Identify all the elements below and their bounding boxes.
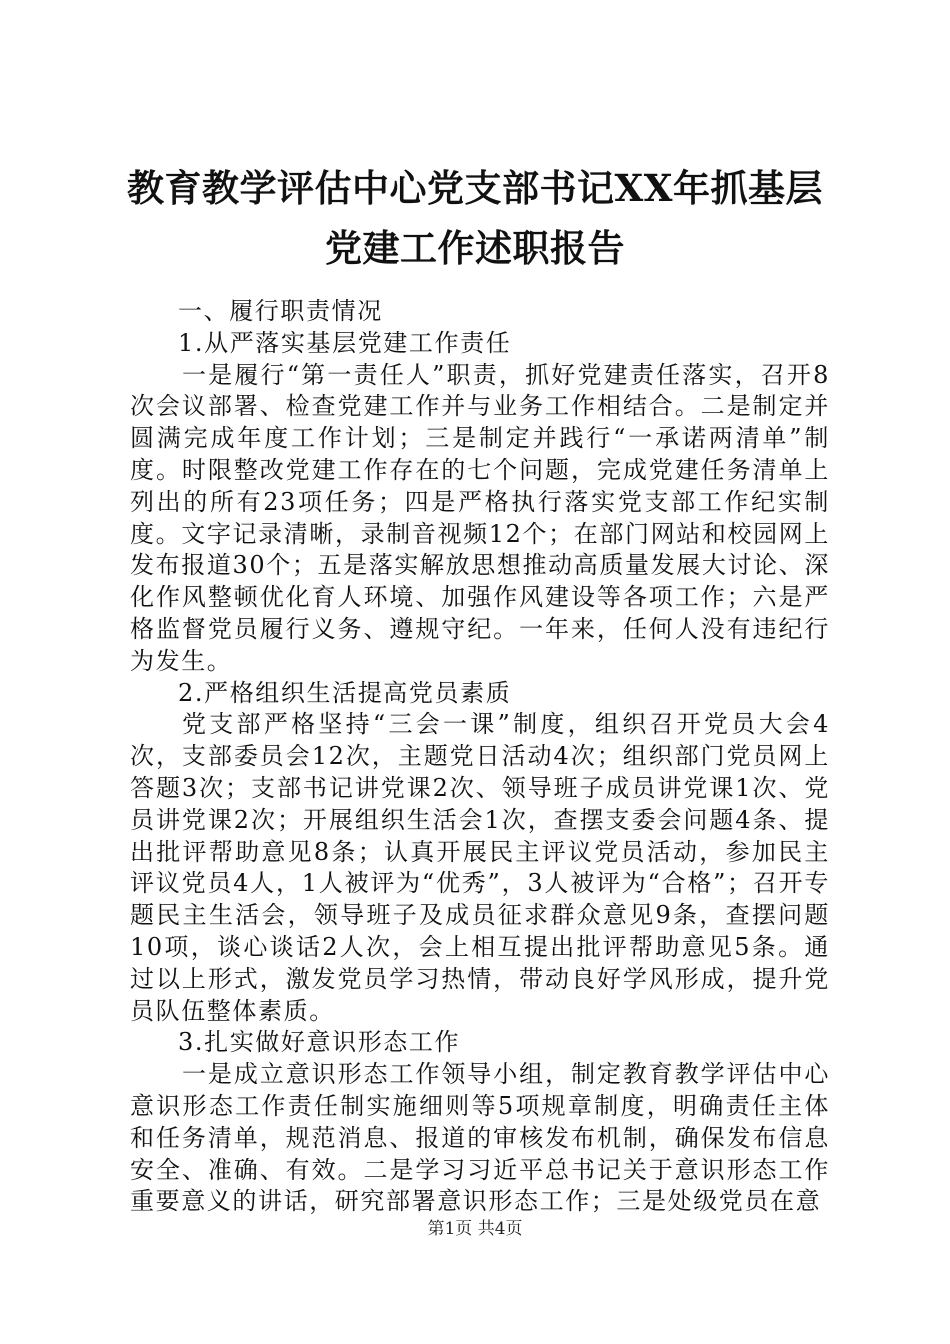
body-paragraph: 一是成立意识形态工作领导小组，制定教育教学评估中心意识形态工作责任制实施细则等5项规章制度，明确责任主体和任务清单，规范消息、报道的审核发布机制，确保发布信息安全、准确、有效。二是学习习近平总书记关于意识形态工作重要意义的讲话，研究部署意识形态工作；三是处级党员在意 <box>130 1060 830 1216</box>
document-body <box>130 296 830 1218</box>
body-paragraph: 一是履行“第一责任人”职责，抓好党建责任落实，召开8次会议部署、检查党建工作并与业务工作相结合。二是制定并圆满完成年度工作计划；三是制定并践行“一承诺两清单”制度。时限整改党建工作存在的七个问题，完成党建任务清单上列出的所有23项任务；四是严格执行落实党支部工作纪实制度。文字记录清晰，录制音视频12个；在部门网站和校园网上发布报道30个；五是落实解放思想推动高质量发展大讨论、深化作风整顿优化育人环境、加强作风建设等各项工作；六是严格监督党员履行义务、遵规守纪。一年来，任何人没有违纪行为发生。 <box>130 360 830 675</box>
section-heading: 3.扎实做好意识形态工作 <box>178 1028 461 1057</box>
document-title: 教育教学评估中心党支部书记XX年抓基层党建工作述职报告 <box>127 166 823 270</box>
section-heading: 1.从严落实基层党建工作责任 <box>178 328 512 357</box>
section-heading: 2.严格组织生活提高党员素质 <box>178 678 512 707</box>
section-heading: 一、履行职责情况 <box>178 297 383 325</box>
body-paragraph: 党支部严格坚持“三会一课”制度，组织召开党员大会4次，支部委员会12次，主题党日活动4次；组织部门党员网上答题3次；支部书记讲党课2次、领导班子成员讲党课1次、党员讲党课2次；开展组织生活会1次，查摆支委会问题4条、提出批评帮助意见8条；认真开展民主评议党员活动，参加民主评议党员4人，1人被评为“优秀”，3人被评为“合格”；召开专题民主生活会，领导班子及成员征求群众意见9条，查摆问题10项，谈心谈话2人次，会上相互提出批评帮助意见5条。通过以上形式，激发党员学习热情，带动良好学风形成，提升党员队伍整体素质。 <box>130 710 830 1025</box>
page-footer: 第1页 共4页 <box>427 1219 523 1239</box>
